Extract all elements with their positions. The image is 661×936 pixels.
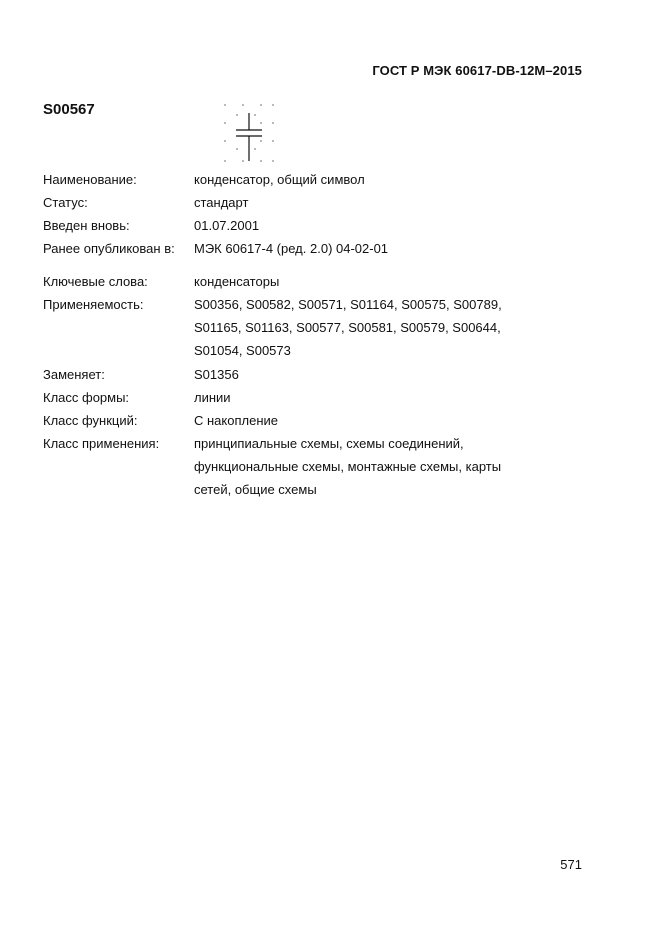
field-value: МЭК 60617-4 (ред. 2.0) 04-02-01 [194,241,389,256]
document-standard-header: ГОСТ Р МЭК 60617-DB-12M–2015 [372,63,582,78]
field-value: конденсаторы [194,274,280,289]
field-value: стандарт [194,195,249,210]
field-label: Ключевые слова: [43,274,148,289]
capacitor-symbol-icon [219,97,279,172]
field-label: Класс формы: [43,390,130,405]
field-label: Заменяет: [43,367,105,382]
field-label: Класс функций: [43,413,138,428]
field-value-line: сетей, общие схемы [194,482,317,497]
field-label: Ранее опубликован в: [43,241,175,256]
field-label: Наименование: [43,172,137,187]
field-value-line: S00356, S00582, S00571, S01164, S00575, S00789, [194,297,502,312]
field-value: конденсатор, общий символ [194,172,365,187]
page-number: 571 [560,857,582,872]
field-value: 01.07.2001 [194,218,260,233]
field-value-line: S01054, S00573 [194,343,291,358]
field-value: линии [194,390,231,405]
field-value-line: S01165, S01163, S00577, S00581, S00579, S00644, [194,320,501,335]
field-value: С накопление [194,413,278,428]
field-value-line: принципиальные схемы, схемы соединений, [194,436,464,451]
field-label: Статус: [43,195,88,210]
field-value-line: функциональные схемы, монтажные схемы, карты [194,459,502,474]
field-label: Введен вновь: [43,218,130,233]
symbol-code: S00567 [43,101,95,118]
field-label: Класс применения: [43,436,160,451]
field-value: S01356 [194,367,239,382]
field-label: Применяемость: [43,297,144,312]
